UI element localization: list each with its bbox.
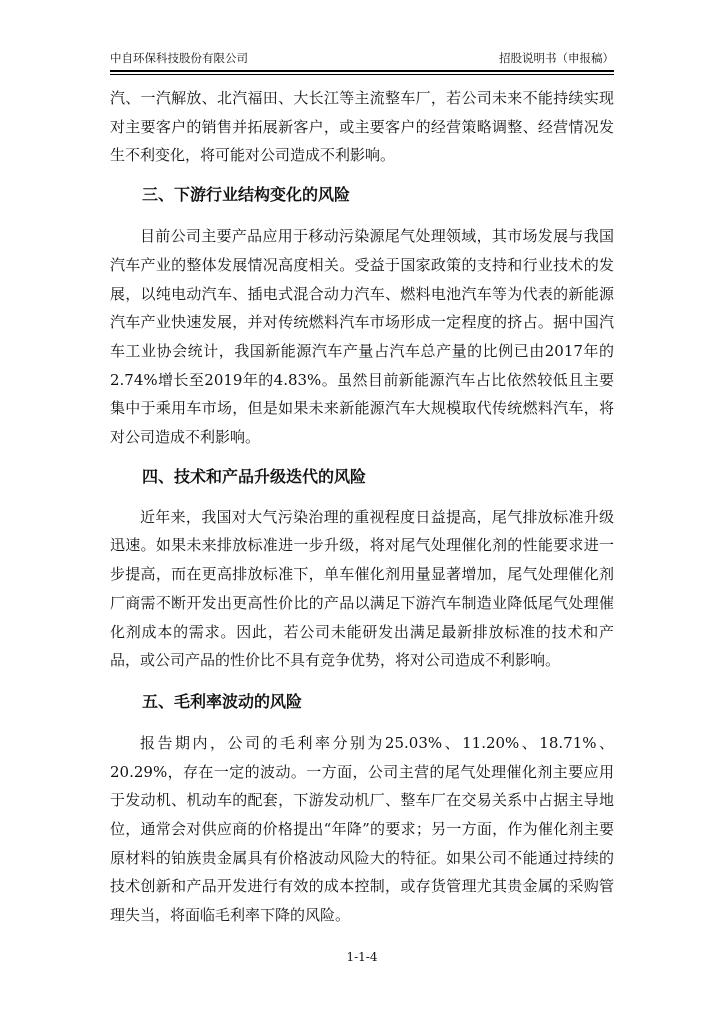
company-name: 中自环保科技股份有限公司 — [110, 51, 248, 65]
document-title: 招股说明书（申报稿） — [499, 51, 614, 65]
section-paragraph-tech-upgrade-risk: 近年来，我国对大气污染治理的重视程度日益提高，尾气排放标准升级迅速。如果未来排放标准进一步升级，将对尾气处理催化剂的性能要求进一步提高，而在更高排放标准下，单车催化剂用量显著增加，尾气处理催化剂厂商需不断开发出更高性价比的产品以满足下游汽车制造业降低尾气处理催化剂成本的需求。因此，若公司未能研发出满足最新排放标准的技术和产品，或公司产品的性价比不具有竞争优势，将对公司造成不利影响。 — [110, 507, 614, 670]
page-body — [110, 84, 614, 930]
section-paragraph-gross-margin-risk: 报告期内，公司的毛利率分别为25.03%、11.20%、18.71%、20.29%，存在一定的波动。一方面，公司主营的尾气处理催化剂主要应用于发动机、机动车的配套，下游发动机厂、整车厂在交易关系中占据主导地位，通常会对供应商的价格提出“年降”的要求；另一方面，作为催化剂主要原材料的铂族贵金属具有价格波动风险大的特征。如果公司不能通过持续的技术创新和产品开发进行有效的成本控制，或存货管理尤其贵金属的采购管理失当，将面临毛利率下降的风险。 — [110, 733, 614, 925]
page-header — [110, 50, 614, 72]
section-heading-gross-margin-risk: 五、毛利率波动的风险 — [142, 691, 303, 711]
intro-paragraph: 汽、一汽解放、北汽福田、大长江等主流整车厂，若公司未来不能持续实现对主要客户的销售并拓展新客户，或主要客户的经营策略调整、经营情况发生不利变化，将可能对公司造成不利影响。 — [110, 89, 614, 165]
page-number: 1-1-4 — [346, 950, 378, 964]
section-heading-tech-upgrade-risk: 四、技术和产品升级迭代的风险 — [142, 466, 367, 486]
section-paragraph-downstream-risk: 目前公司主要产品应用于移动污染源尾气处理领域，其市场发展与我国汽车产业的整体发展情况高度相关。受益于国家政策的支持和行业技术的发展，以纯电动汽车、插电式混合动力汽车、燃料电池汽车等为代表的新能源汽车产业快速发展，并对传统燃料汽车市场形成一定程度的挤占。据中国汽车工业协会统计，我国新能源汽车产量占汽车总产量的比例已由2017年的2.74%增长至2019年的4.83%。虽然目前新能源汽车占比依然较低且主要集中于乘用车市场，但是如果未来新能源汽车大规模取代传统燃料汽车，将对公司造成不利影响。 — [110, 227, 614, 447]
section-heading-downstream-risk: 三、下游行业结构变化的风险 — [142, 185, 351, 205]
